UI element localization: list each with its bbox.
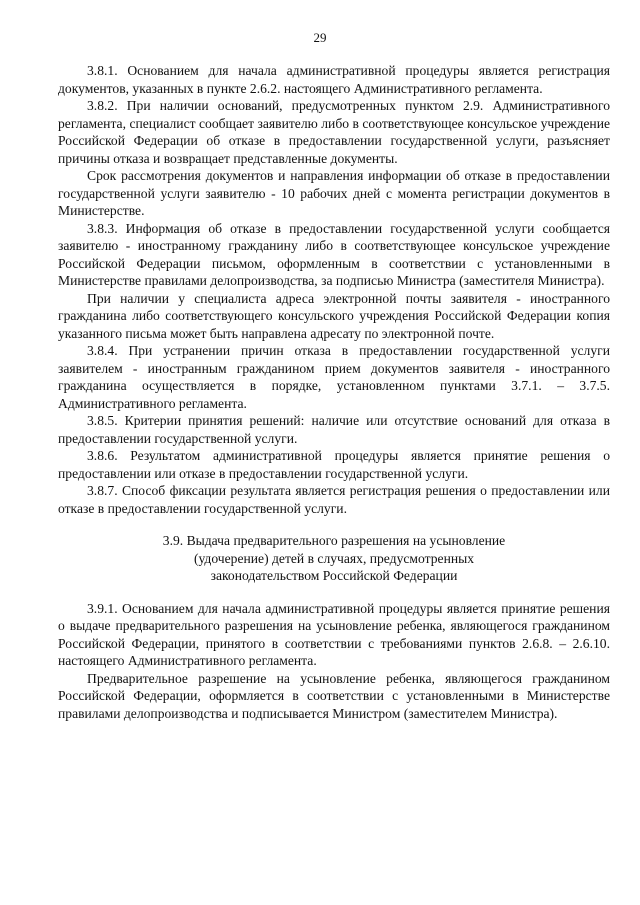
page-number: 29: [313, 30, 327, 45]
paragraph-3-8-3: 3.8.3. Информация об отказе в предоставлении государственной услуги сообщается заявителю - иностранному гражданину либо в соответствующее консульское учреждение Российской Федерации письмом, оформленным в соответствии с установленными в Министерстве правилами делопроизводства, за подписью Министра (заместителя Министра).: [58, 220, 610, 288]
paragraph-3-8-6: 3.8.6. Результатом административной процедуры является принятие решения о предоставлении или отказе в предоставлении государственной услуги.: [58, 448, 610, 481]
paragraph-email-copy: При наличии у специалиста адреса электронной почты заявителя - иностранного гражданина либо соответствующего консульского учреждения Российской Федерации копия указанного письма может быть направлена адресату по электронной почте.: [58, 290, 610, 341]
paragraph-review-term: Срок рассмотрения документов и направления информации об отказе в предоставлении государственной услуги заявителю - 10 рабочих дней с момента регистрации документов в Министерстве.: [58, 168, 610, 218]
paragraph-3-8-5: 3.8.5. Критерии принятия решений: наличие или отсутствие оснований для отказа в предоставлении государственной услуги.: [58, 413, 610, 446]
paragraph-3-8-1: 3.8.1. Основанием для начала административной процедуры является регистрация документов, указанных в пункте 2.6.2. настоящего Административного регламента.: [58, 63, 610, 96]
paragraph-preliminary-permit: Предварительное разрешение на усыновление ребенка, являющегося гражданином Российской Федерации, оформляется в соответствии с установленными в Министерстве правилами делопроизводства и подписывается Министром (заместителем Министра).: [58, 670, 610, 721]
paragraph-3-8-2: 3.8.2. При наличии оснований, предусмотренных пунктом 2.9. Административного регламента, специалист сообщает заявителю либо в соответствующее консульское учреждение Российской Федерации об отказе в предоставлении государственной услуги, разъясняет причины отказа и возвращает представленные документы.: [58, 98, 610, 166]
section-heading-3-9: [58, 532, 610, 585]
paragraph-3-8-4: 3.8.4. При устранении причин отказа в предоставлении государственной услуги заявителем - иностранным гражданином прием документов заявителя - иностранного гражданина осуществляется в порядке, установленном пунктами 3.7.1. – 3.7.5. Административного регламента.: [58, 343, 610, 411]
paragraph-3-8-7: 3.8.7. Способ фиксации результата является регистрация решения о предоставлении или отказе в предоставлении государственной услуги.: [58, 483, 610, 516]
document-body: [58, 62, 610, 722]
paragraph-3-9-1: 3.9.1. Основанием для начала административной процедуры является принятие решения о выдаче предварительного разрешения на усыновление ребенка, являющегося гражданином Российской Федерации, принятого в соответствии с требованиями пунктов 2.6.8. – 2.6.10. настоящего Административного регламента.: [58, 600, 610, 668]
section-heading-line: (удочерение) детей в случаях, предусмотренных: [193, 550, 475, 566]
section-heading-line: законодательством Российской Федерации: [210, 568, 458, 583]
section-heading-line: 3.9. Выдача предварительного разрешения на усыновление: [162, 533, 506, 548]
